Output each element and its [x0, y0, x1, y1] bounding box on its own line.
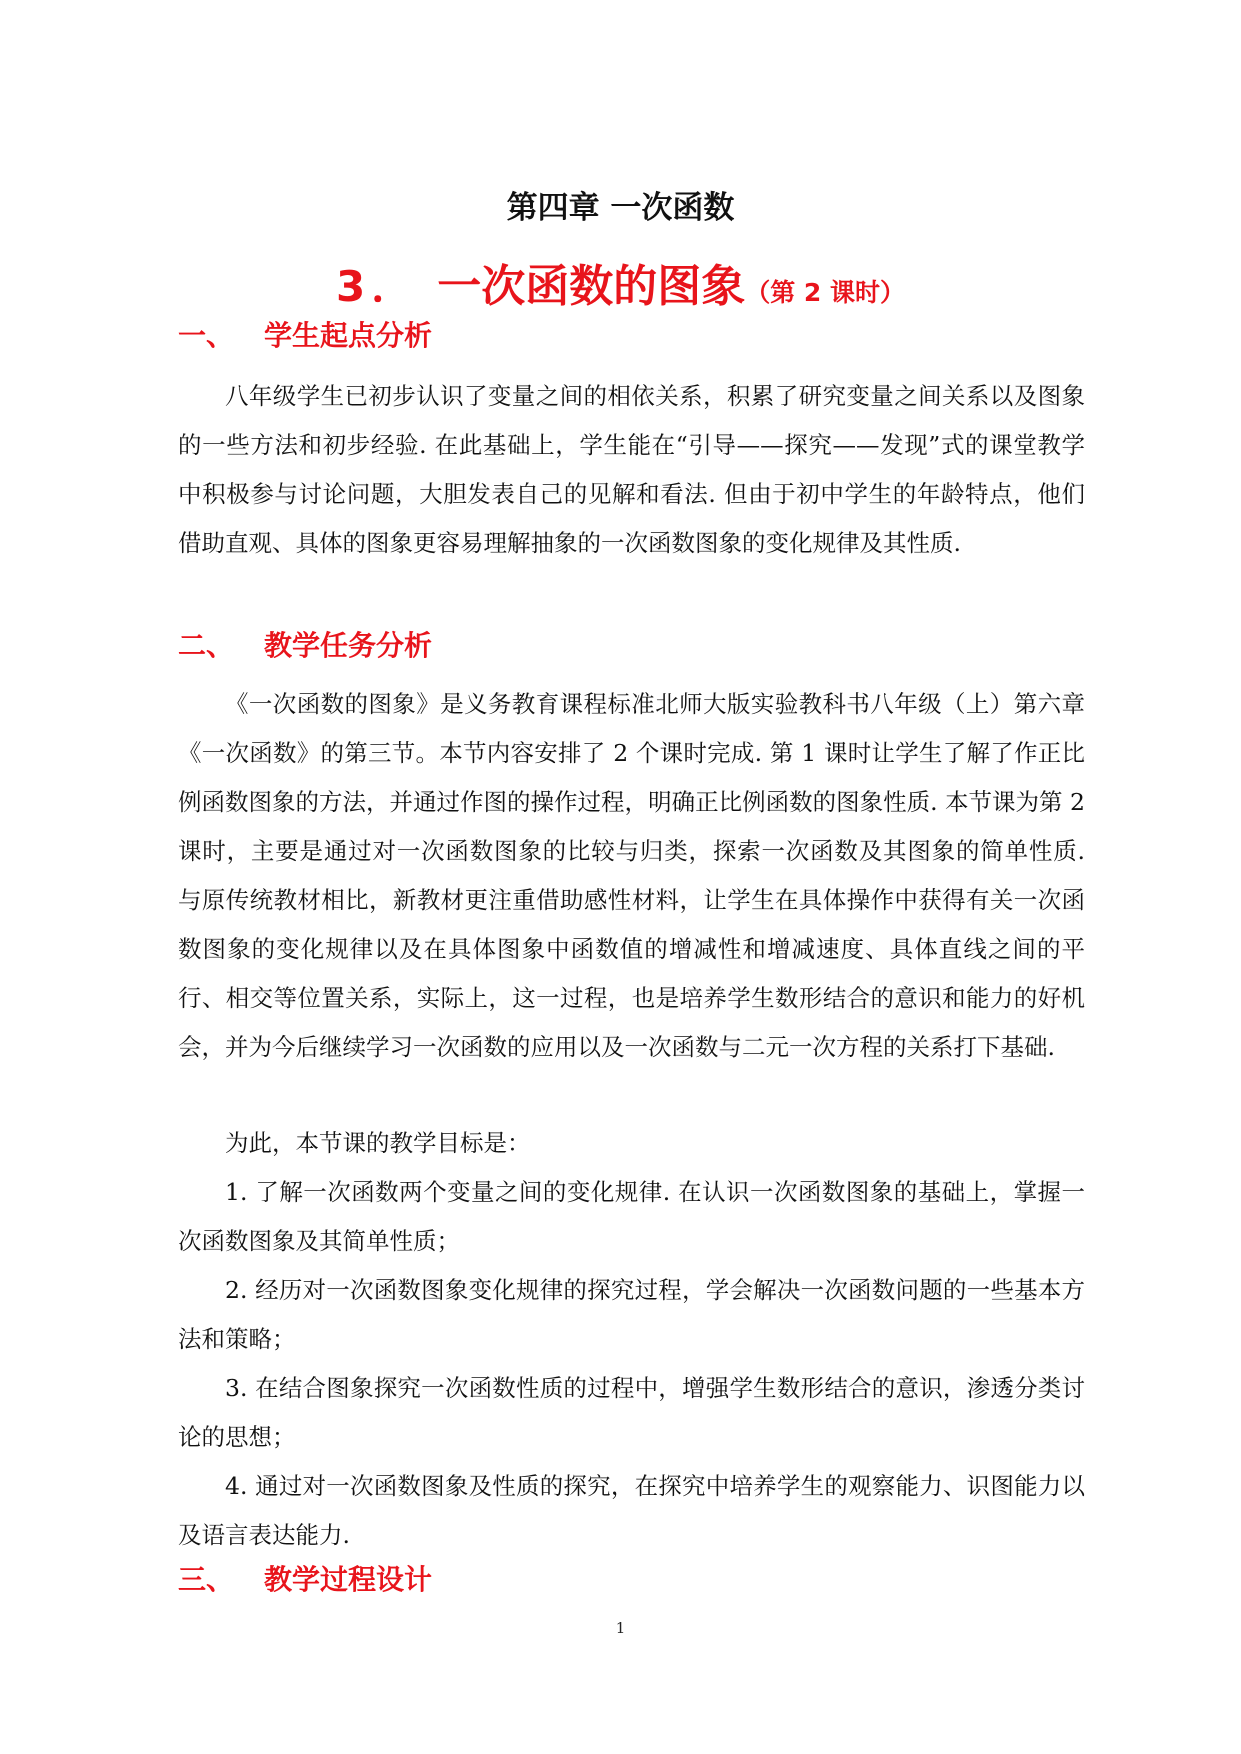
section-number: 二、 [178, 629, 235, 662]
objective-item: 1. 了解一次函数两个变量之间的变化规律. 在认识一次函数图象的基础上，掌握一次函数图象及其简单性质； [178, 1178, 1085, 1255]
section-heading-3 [178, 1562, 432, 1598]
section-heading-1 [178, 318, 432, 354]
lesson-subtitle: （第 2 课时） [745, 278, 906, 307]
lesson-main-title: 一次函数的图象 [437, 261, 746, 312]
chapter-title: 第四章 一次函数 [506, 190, 735, 226]
section-number: 一、 [178, 319, 235, 352]
lesson-number: 3． [335, 262, 420, 311]
lesson-title [0, 250, 1241, 314]
objective-item: 3. 在结合图象探究一次函数性质的过程中，增强学生数形结合的意识，渗透分类讨论的思想； [178, 1374, 1085, 1451]
section-number: 三、 [178, 1563, 235, 1596]
page-number: 1 [615, 1619, 626, 1637]
paragraph: 《一次函数的图象》是义务教育课程标准北师大版实验教科书八年级（上）第六章《一次函数》的第三节。本节内容安排了 2 个课时完成. 第 1 课时让学生了解了作正比例函数图象的方法，并通过作图的操作过程，明确正比例函数的图象性质. 本节课为第 2 课时，主要是通过对一次函数图象的比较与归类，探索一次函数及其图象的简单性质. 与原传统教材相比，新教材更注重借助感性材料，让学生在具体操作中获得有关一次函数图象的变化规律以及在具体图象中函数值的增减性和增减速度、具体直线之间的平行、相交等位置关系，实际上，这一过程，也是培养学生数形结合的意识和能力的好机会，并为今后继续学习一次函数的应用以及一次函数与二元一次方程的关系打下基础. [178, 690, 1085, 1061]
section-heading-2 [178, 628, 432, 664]
paragraph: 为此，本节课的教学目标是： [225, 1129, 531, 1157]
objective-item: 4. 通过对一次函数图象及性质的探究，在探究中培养学生的观察能力、识图能力以及语言表达能力. [178, 1472, 1085, 1549]
section-title: 学生起点分析 [264, 319, 433, 352]
paragraph: 八年级学生已初步认识了变量之间的相依关系，积累了研究变量之间关系以及图象的一些方法和初步经验. 在此基础上，学生能在“引导——探究——发现”式的课堂教学中积极参与讨论问题，大胆发表自己的见解和看法. 但由于初中学生的年龄特点，他们借助直观、具体的图象更容易理解抽象的一次函数图象的变化规律及其性质. [178, 382, 1085, 557]
section-title: 教学过程设计 [264, 1563, 433, 1596]
objective-item: 2. 经历对一次函数图象变化规律的探究过程，学会解决一次函数问题的一些基本方法和策略； [178, 1276, 1085, 1353]
section-title: 教学任务分析 [264, 629, 433, 662]
